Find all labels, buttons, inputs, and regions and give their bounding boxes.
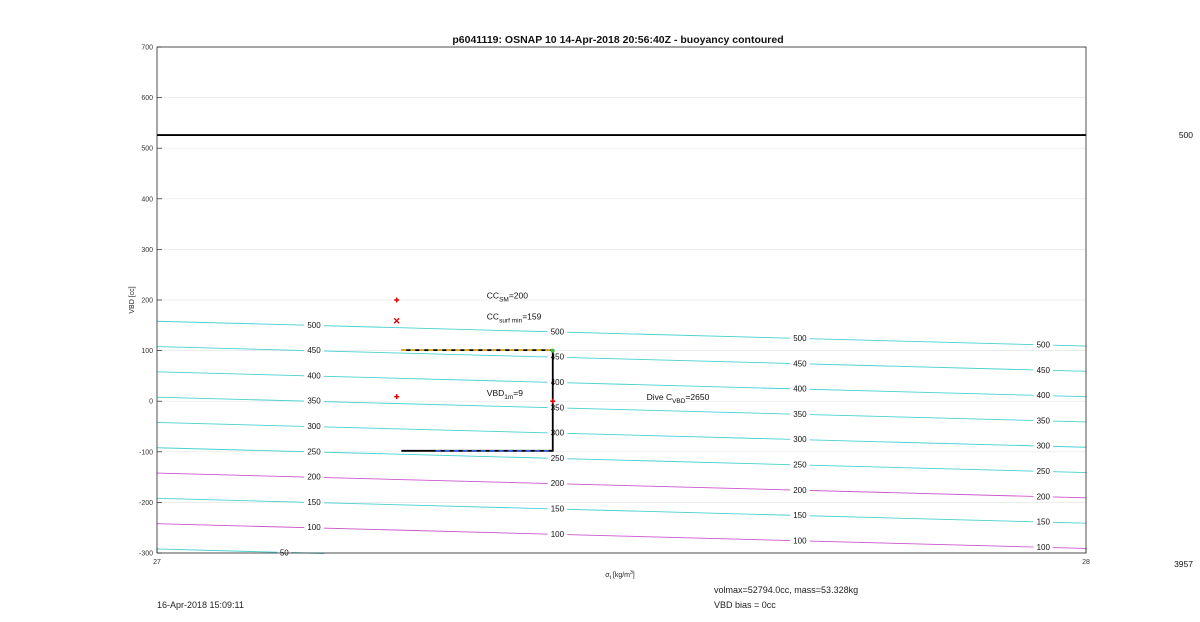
annotation-value: =9 bbox=[513, 388, 524, 399]
annotation-base: CC bbox=[486, 290, 500, 301]
contour-label: 150 bbox=[793, 511, 807, 521]
annotation-base: CC bbox=[486, 311, 500, 322]
contour-label: 400 bbox=[1036, 391, 1050, 401]
y-tick-label: 400 bbox=[141, 196, 153, 204]
contour-label: 350 bbox=[550, 403, 565, 413]
marker-plus bbox=[394, 394, 399, 399]
annotation-value: =200 bbox=[508, 290, 528, 301]
contour-label: 400 bbox=[550, 377, 565, 387]
buoyancy-contours bbox=[157, 321, 1086, 553]
marker-plus bbox=[394, 298, 399, 303]
contour-label: 300 bbox=[550, 428, 565, 438]
contour-label: 250 bbox=[307, 447, 321, 457]
contour-line-400 bbox=[157, 372, 1086, 397]
x-axis-label-unit: [kg/m bbox=[610, 572, 631, 579]
contour-label: 350 bbox=[1036, 416, 1050, 426]
y-tick-label: -100 bbox=[138, 449, 153, 457]
x-tick-label: 27 bbox=[153, 559, 161, 566]
contour-label: 450 bbox=[307, 346, 321, 356]
contour-label: 150 bbox=[307, 497, 321, 507]
annotation-subscript: 1m bbox=[504, 394, 514, 402]
annotation-base: VBD bbox=[486, 388, 505, 399]
x-axis-label bbox=[605, 570, 635, 581]
annotation bbox=[647, 392, 710, 405]
contour-label: 200 bbox=[550, 479, 565, 489]
contour-label: 100 bbox=[1036, 542, 1050, 552]
marker-dot bbox=[551, 349, 555, 353]
y-axis-label: VBD [cc] bbox=[129, 286, 136, 314]
right-side-labels bbox=[1174, 130, 1193, 569]
data-series bbox=[157, 135, 1086, 451]
contour-label: 250 bbox=[550, 453, 565, 463]
contour-label: 450 bbox=[1036, 365, 1050, 375]
contour-label: 300 bbox=[1036, 441, 1050, 451]
marker-cross bbox=[394, 318, 399, 323]
contour-label: 350 bbox=[307, 396, 321, 406]
x-axis-label-symbol: σ bbox=[605, 572, 610, 579]
y-tick-label: 600 bbox=[141, 95, 153, 103]
contour-label: 500 bbox=[550, 327, 565, 337]
y-tick-label: 500 bbox=[141, 145, 153, 153]
contour-label: 300 bbox=[307, 422, 321, 431]
y-tick-label: 100 bbox=[141, 348, 153, 356]
contour-label: 450 bbox=[550, 352, 565, 362]
x-axis-label-superscript: 3 bbox=[630, 570, 633, 576]
y-tick-label: 700 bbox=[141, 44, 153, 52]
y-tick-label: 0 bbox=[149, 398, 153, 406]
contour-label: 200 bbox=[793, 485, 807, 495]
annotation-value: =159 bbox=[522, 311, 542, 322]
contour-label: 200 bbox=[1036, 492, 1050, 502]
contour-label: 150 bbox=[550, 504, 565, 514]
right-label: 3957 bbox=[1174, 559, 1193, 570]
annotation-subscript: SM bbox=[499, 296, 509, 304]
contour-label: 250 bbox=[1036, 467, 1050, 477]
contour-label: 450 bbox=[793, 359, 807, 369]
contour-labels bbox=[277, 319, 1053, 557]
annotation-subscript: VBD bbox=[672, 398, 686, 406]
series-line-2 bbox=[401, 350, 552, 451]
contour-label: 500 bbox=[307, 320, 321, 330]
contour-label: 100 bbox=[793, 536, 807, 546]
contour-label: 150 bbox=[1036, 517, 1050, 527]
annotation-value: =2650 bbox=[685, 392, 710, 403]
y-tick-label: 300 bbox=[141, 246, 153, 254]
footer-volmax: volmax=52794.0cc, mass=53.328kg bbox=[714, 585, 859, 595]
right-label: 500 bbox=[1178, 130, 1193, 141]
chart-annotations bbox=[487, 290, 710, 405]
y-tick-label: 200 bbox=[141, 297, 153, 305]
contour-label: 500 bbox=[793, 333, 807, 343]
y-tick-label: -300 bbox=[138, 550, 153, 558]
contour-label: 100 bbox=[550, 529, 565, 539]
contour-label: 500 bbox=[1036, 340, 1050, 350]
contour-label: 300 bbox=[793, 435, 807, 445]
contour-line-300 bbox=[157, 422, 1086, 447]
x-axis-label-subscript: t bbox=[609, 575, 611, 581]
x-tick-label: 28 bbox=[1082, 559, 1090, 566]
y-axis-ticks bbox=[139, 45, 162, 558]
x-axis-label-close: ] bbox=[632, 572, 635, 579]
annotation bbox=[487, 290, 528, 303]
contour-label: 250 bbox=[793, 460, 807, 470]
contour-label: 50 bbox=[279, 548, 289, 558]
footer-timestamp: 16-Apr-2018 15:09:11 bbox=[157, 600, 244, 610]
contour-line-500 bbox=[157, 321, 1086, 346]
contour-label: 400 bbox=[793, 384, 807, 394]
annotation-subscript: surf min bbox=[499, 317, 523, 325]
annotation bbox=[487, 312, 542, 325]
footer-vbd-bias: VBD bias = 0cc bbox=[714, 600, 776, 610]
annotation-base: Dive C bbox=[646, 392, 673, 403]
contour-label: 200 bbox=[307, 472, 321, 482]
contour-label: 350 bbox=[793, 409, 807, 419]
contour-label: 400 bbox=[307, 371, 321, 381]
contour-line-200 bbox=[157, 473, 1086, 498]
contour-line-100 bbox=[157, 524, 1086, 549]
contour-label: 100 bbox=[307, 523, 321, 533]
chart-title: p6041119: OSNAP 10 14-Apr-2018 20:56:40Z - buoyancy contoured bbox=[452, 34, 784, 46]
annotation bbox=[487, 388, 523, 401]
y-tick-label: -200 bbox=[138, 499, 153, 507]
x-axis-ticks bbox=[153, 548, 1090, 566]
